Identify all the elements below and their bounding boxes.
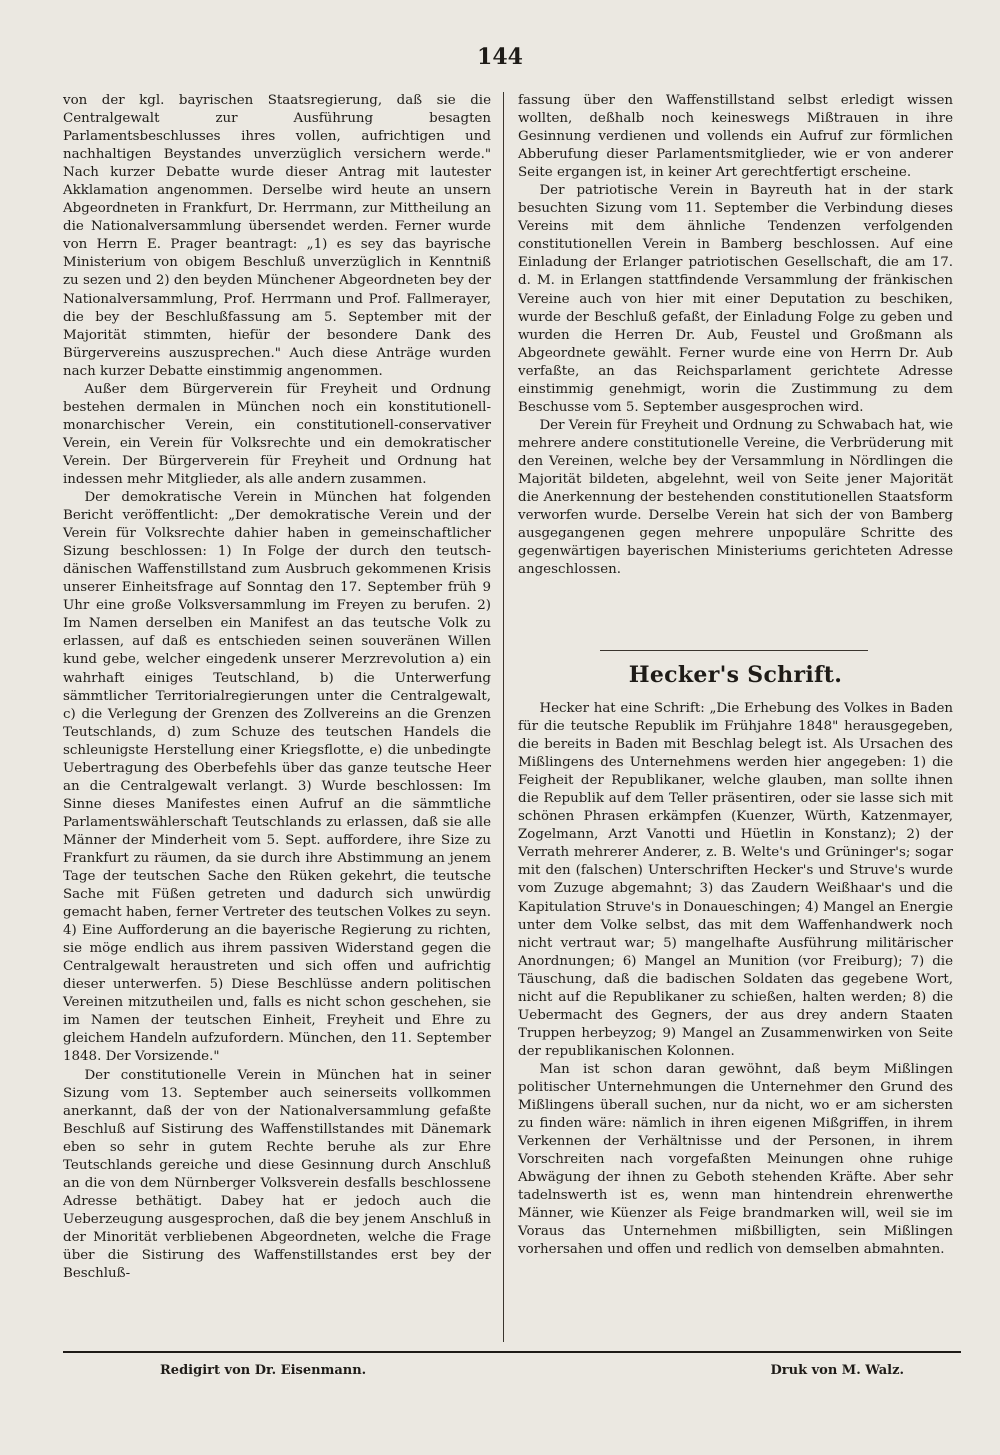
- right-column-bottom: [518, 700, 953, 1259]
- section-title: Hecker's Schrift.: [628, 662, 843, 688]
- left-column: [63, 92, 491, 1283]
- editor-credit: Redigirt von Dr. Eisenmann.: [160, 1363, 367, 1378]
- paragraph: von der kgl. bayrischen Staatsregierung, daß sie die Centralgewalt zur Ausführung besagten Parlamentsbeschlusses ihres vollen, aufrichtigen und nachhaltigen Beystandes unverzüglich versichern werde." Nach kurzer Debatte wurde dieser Antrag mit lautester Akklamation angenommen. Derselbe wird heute an unsern Abgeordneten in Frankfurt, Dr. Herrmann, zur Mittheilung an die Nationalversammlung übersendet werden. Ferner wurde von Herrn E. Prager beantragt: „1) es sey das bayrische Ministerium von obigem Beschluß unverzüglich in Kenntniß zu sezen und 2) den beyden Münchener Abgeordneten bey der Nationalversammlung, Prof. Herrmann und Prof. Fallmerayer, die bey der Beschlußfassung am 5. September mit der Majorität stimmten, hiefür der besondere Dank des Bürgervereins auszusprechen." Auch diese Anträge wurden nach kurzer Debatte einstimmig angenommen.: [63, 93, 491, 379]
- paragraph: Hecker hat eine Schrift: „Die Erhebung des Volkes in Baden für die teutsche Republik im Frühjahre 1848" herausgegeben, die bereits in Baden mit Beschlag belegt ist. Als Ursachen des Mißlingens des Unternehmens werden hier angegeben: 1) die Feigheit der Republikaner, welche glauben, man sollte ihnen die Republik auf dem Teller präsentiren, oder sie lasse sich mit schönen Phrasen erkämpfen (Kuenzer, Würth, Katzenmayer, Zogelmann, Arzt Vanotti und Hüetlin in Konstanz); 2) der Verrath mehrerer Anderer, z. B. Welte's und Grüninger's; sogar mit den (falschen) Unterschriften Hecker's und Struve's wurde vom Zuzuge abgemahnt; 3) das Zaudern Weißhaar's und die Kapitulation Struve's in Donaueschingen; 4) Mangel an Energie unter dem Volke selbst, das mit dem Waffenhandwerk noch nicht vertraut war; 5) mangelhafte Ausführung militärischer Anordnungen; 6) Mangel an Munition (vor Freiburg); 7) die Täuschung, daß die badischen Soldaten das gegebene Wort, nicht auf die Republikaner zu schießen, halten werden; 8) die Uebermacht des Gegners, der aus drey andern Staaten Truppen herbeyzog; 9) Mangel an Zusammenwirken von Seite der republikanischen Kolonnen.: [518, 701, 953, 1059]
- footer-divider: [63, 1351, 961, 1353]
- paragraph: Der constitutionelle Verein in München hat in seiner Sizung vom 13. September auch seinerseits vollkommen anerkannt, daß der von der Nationalversammlung gefaßte Beschluß auf Sistirung des Waffenstillstandes mit Dänemark eben so sehr in gutem Rechte beruhe als zur Ehre Teutschlands gereiche und diese Gesinnung durch Anschluß an die von dem Nürnberger Volksverein desfalls beschlossene Adresse bethätigt. Dabey hat er jedoch auch die Ueberzeugung ausgesprochen, daß die bey jenem Anschluß in der Minorität verbliebenen Abgeordneten, welche die Frage über die Sistirung des Waffenstillstandes erst bey der Beschluß-: [63, 1067, 491, 1282]
- paragraph: Außer dem Bürgerverein für Freyheit und Ordnung bestehen dermalen in München noch ein konstitutionell-monarchischer Verein, ein constitutionell-conservativer Verein, ein Verein für Volksrechte und ein demokratischer Verein. Der Bürgerverein für Freyheit und Ordnung hat indessen mehr Mitglieder, als alle andern zusammen.: [63, 381, 491, 487]
- paragraph: Der patriotische Verein in Bayreuth hat in der stark besuchten Sizung vom 11. September die Verbindung dieses Vereins mit dem ähnliche Tendenzen verfolgenden constitutionellen Verein in Bamberg beschlossen. Auf eine Einladung der Erlanger patriotischen Gesellschaft, die am 17. d. M. in Erlangen stattfindende Versammlung der fränkischen Vereine auch von hier mit einer Deputation zu beschiken, wurde der Beschluß gefaßt, der Einladung Folge zu geben und wurden die Herren Dr. Aub, Feustel und Großmann als Abgeordnete gewählt. Ferner wurde eine von Herrn Dr. Aub verfaßte, an das Reichsparlament gerichtete Adresse einstimmig genehmigt, worin die Zustimmung zu dem Beschusse vom 5. September ausgesprochen wird.: [518, 183, 953, 415]
- column-divider: [503, 92, 504, 1342]
- printer-credit: Druk von M. Walz.: [770, 1363, 904, 1378]
- paragraph: fassung über den Waffenstillstand selbst erledigt wissen wollten, deßhalb noch keineswegs Mißtrauen in ihre Gesinnung verdienen und vollends ein Aufruf zur förmlichen Abberufung dieser Parlamentsmitglieder, wie er von anderer Seite ergangen ist, in keiner Art gerechtfertigt erscheine.: [518, 93, 953, 181]
- right-column-top: [518, 92, 953, 579]
- section-divider: [600, 650, 868, 651]
- paragraph: Man ist schon daran gewöhnt, daß beym Mißlingen politischer Unternehmungen die Unternehmer den Grund des Mißlingens überall suchen, nur da nicht, wo er am sichersten zu finden wäre: nämlich in ihren eigenen Mißgriffen, in ihrem Verkennen der Verhältnisse und der Personen, in ihrem Vorschreiten nach vorgefaßten Meinungen ohne ruhige Abwägung der ihnen zu Geboth stehenden Kräfte. Aber sehr tadelnswerth ist es, wenn man hintendrein ehrenwerthe Männer, wie Küenzer als Feige brandmarken will, weil sie im Voraus das Unternehmen mißbilligten, sein Mißlingen vorhersahen und offen und redlich von demselben abmahnten.: [518, 1061, 953, 1258]
- page-number: 144: [477, 44, 523, 70]
- paragraph: Der demokratische Verein in München hat folgenden Bericht veröffentlicht: „Der demokratische Verein und der Verein für Volksrechte dahier haben in gemeinschaftlicher Sizung beschlossen: 1) In Folge der durch den teutsch-dänischen Waffenstillstand zum Ausbruch gekommenen Krisis unserer Einheitsfrage auf Sonntag den 17. September früh 9 Uhr eine große Volksversammlung im Freyen zu berufen. 2) Im Namen derselben ein Manifest an das teutsche Volk zu erlassen, auf daß es entschieden seinen souveränen Willen kund gebe, welcher eingedenk unserer Merzrevolution a) ein wahrhaft einiges Teutschland, b) die Unterwerfung sämmtlicher Territorialregierungen unter die Centralgewalt, c) die Verlegung der Grenzen des Zollvereins an die Grenzen Teutschlands, d) zum Schuze des teutschen Handels die schleunigste Herstellung einer Kriegsflotte, e) die unbedingte Uebertragung des Oberbefehls über das ganze teutsche Heer an die Centralgewalt verlangt. 3) Wurde beschlossen: Im Sinne dieses Manifestes einen Aufruf an die sämmtliche Parlamentswählerschaft Teutschlands zu erlassen, daß sie alle Männer der Minderheit vom 5. Sept. auffordere, ihre Size zu Frankfurt zu räumen, da sie durch ihre Abstimmung an jenem Tage der teutschen Sache den Rüken gekehrt, die teutsche Sache mit Füßen getreten und dadurch sich unwürdig gemacht haben, ferner Vertreter des teutschen Volkes zu seyn. 4) Eine Aufforderung an die bayerische Regierung zu richten, sie möge endlich aus ihrem passiven Widerstand gegen die Centralgewalt heraustreten und sich offen und aufrichtig dieser unterwerfen. 5) Diese Beschlüsse andern politischen Vereinen mitzutheilen und, falls es nicht schon geschehen, sie im Namen der teutschen Einheit, Freyheit und Ehre zu gleichem Handeln aufzufordern. München, den 11. September 1848. Der Vorsizende.": [63, 490, 491, 1065]
- paragraph: Der Verein für Freyheit und Ordnung zu Schwabach hat, wie mehrere andere constitutionelle Vereine, die Verbrüderung mit den Vereinen, welche bey der Versammlung in Nördlingen die Majorität bildeten, abgelehnt, weil von Seite jener Majorität die Anerkennung der bestehenden constitutionellen Staatsform verworfen wurde. Derselbe Verein hat sich der von Bamberg ausgegangenen gegen mehrere unpopuläre Schritte des gegenwärtigen bayerischen Ministeriums gerichteten Adresse angeschlossen.: [518, 417, 954, 578]
